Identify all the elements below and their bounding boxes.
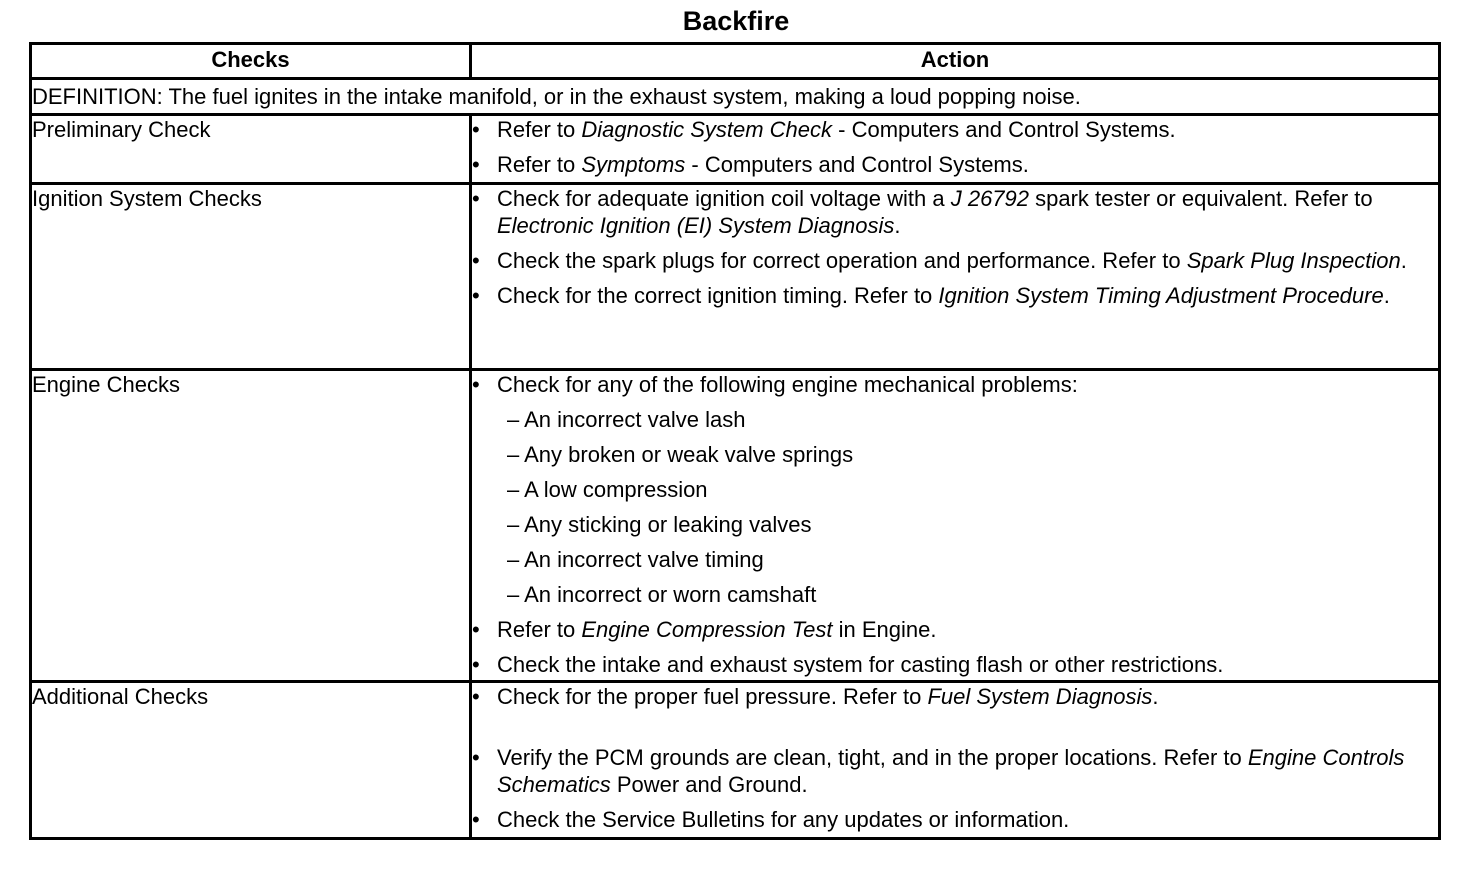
action-column-header: Action — [471, 44, 1440, 79]
reference-link: Diagnostic System Check — [581, 117, 833, 142]
list-item: – An incorrect or worn camshaft — [507, 582, 817, 607]
action-item: • Check for the proper fuel pressure. Refer to Fuel System Diagnosis. — [472, 683, 1438, 710]
checks-column-header: Checks — [31, 44, 471, 79]
backfire-table — [29, 42, 1441, 840]
list-item: – Any broken or weak valve springs — [507, 442, 854, 467]
reference-link: Spark Plug Inspection — [1186, 248, 1401, 273]
action-item: • Refer to Engine Compression Test in Engine. — [472, 616, 1438, 643]
action-item: • Check for any of the following engine mechanical problems: – An incorrect valve lash – Any broken or weak valve springs – A low compression – Any sticking or leaking valves – An incorrect valve timing – An incorrect or worn camshaft — [472, 371, 1438, 608]
definition-text: DEFINITION: The fuel ignites in the intake manifold, or in the exhaust system, making a loud popping noise. — [31, 79, 1440, 115]
reference-link: Electronic Ignition (EI) System Diagnosis — [497, 213, 895, 238]
reference-link: Engine Controls Schematics — [497, 745, 1405, 797]
reference-link: Symptoms — [581, 152, 686, 177]
ignition-system-checks-row — [31, 184, 1440, 370]
engine-checks-label: Engine Checks — [31, 370, 471, 682]
list-item: – Any sticking or leaking valves — [507, 512, 812, 537]
engine-checks-actions — [471, 370, 1440, 682]
action-item: • Check the intake and exhaust system for casting flash or other restrictions. — [472, 651, 1438, 678]
action-item: • Check the spark plugs for correct operation and performance. Refer to Spark Plug Inspection. — [472, 247, 1438, 274]
additional-checks-label: Additional Checks — [31, 682, 471, 839]
list-item: – A low compression — [507, 477, 708, 502]
tool-reference: J 26792 — [950, 186, 1030, 211]
action-item: • Check for adequate ignition coil voltage with a J 26792 spark tester or equivalent. Refer to Electronic Ignition (EI) System Diagnosis. — [472, 185, 1438, 239]
ignition-system-checks-actions — [471, 184, 1440, 370]
ignition-system-checks-label: Ignition System Checks — [31, 184, 471, 370]
reference-link: Engine Compression Test — [581, 617, 833, 642]
list-item: – An incorrect valve timing — [507, 547, 764, 572]
preliminary-check-actions — [471, 115, 1440, 184]
additional-checks-actions — [471, 682, 1440, 839]
mechanical-problems-list — [507, 406, 1438, 608]
header-row — [31, 44, 1440, 79]
action-item: • Verify the PCM grounds are clean, tight, and in the proper locations. Refer to Engine Controls Schematics Power and Ground. — [472, 744, 1438, 798]
engine-checks-row — [31, 370, 1440, 682]
additional-checks-row — [31, 682, 1440, 839]
action-item: • Refer to Symptoms - Computers and Control Systems. — [472, 151, 1438, 178]
action-item: • Refer to Diagnostic System Check - Computers and Control Systems. — [472, 116, 1438, 143]
reference-link: Ignition System Timing Adjustment Procedure — [938, 283, 1384, 308]
preliminary-check-row — [31, 115, 1440, 184]
list-item: – An incorrect valve lash — [507, 407, 746, 432]
action-item: • Check for the correct ignition timing. Refer to Ignition System Timing Adjustment Procedure. — [472, 282, 1438, 309]
page-title: Backfire — [682, 6, 790, 36]
action-item: • Check the Service Bulletins for any updates or information. — [472, 806, 1438, 833]
preliminary-check-label: Preliminary Check — [31, 115, 471, 184]
reference-link: Fuel System Diagnosis — [927, 684, 1153, 709]
definition-row — [31, 79, 1440, 115]
